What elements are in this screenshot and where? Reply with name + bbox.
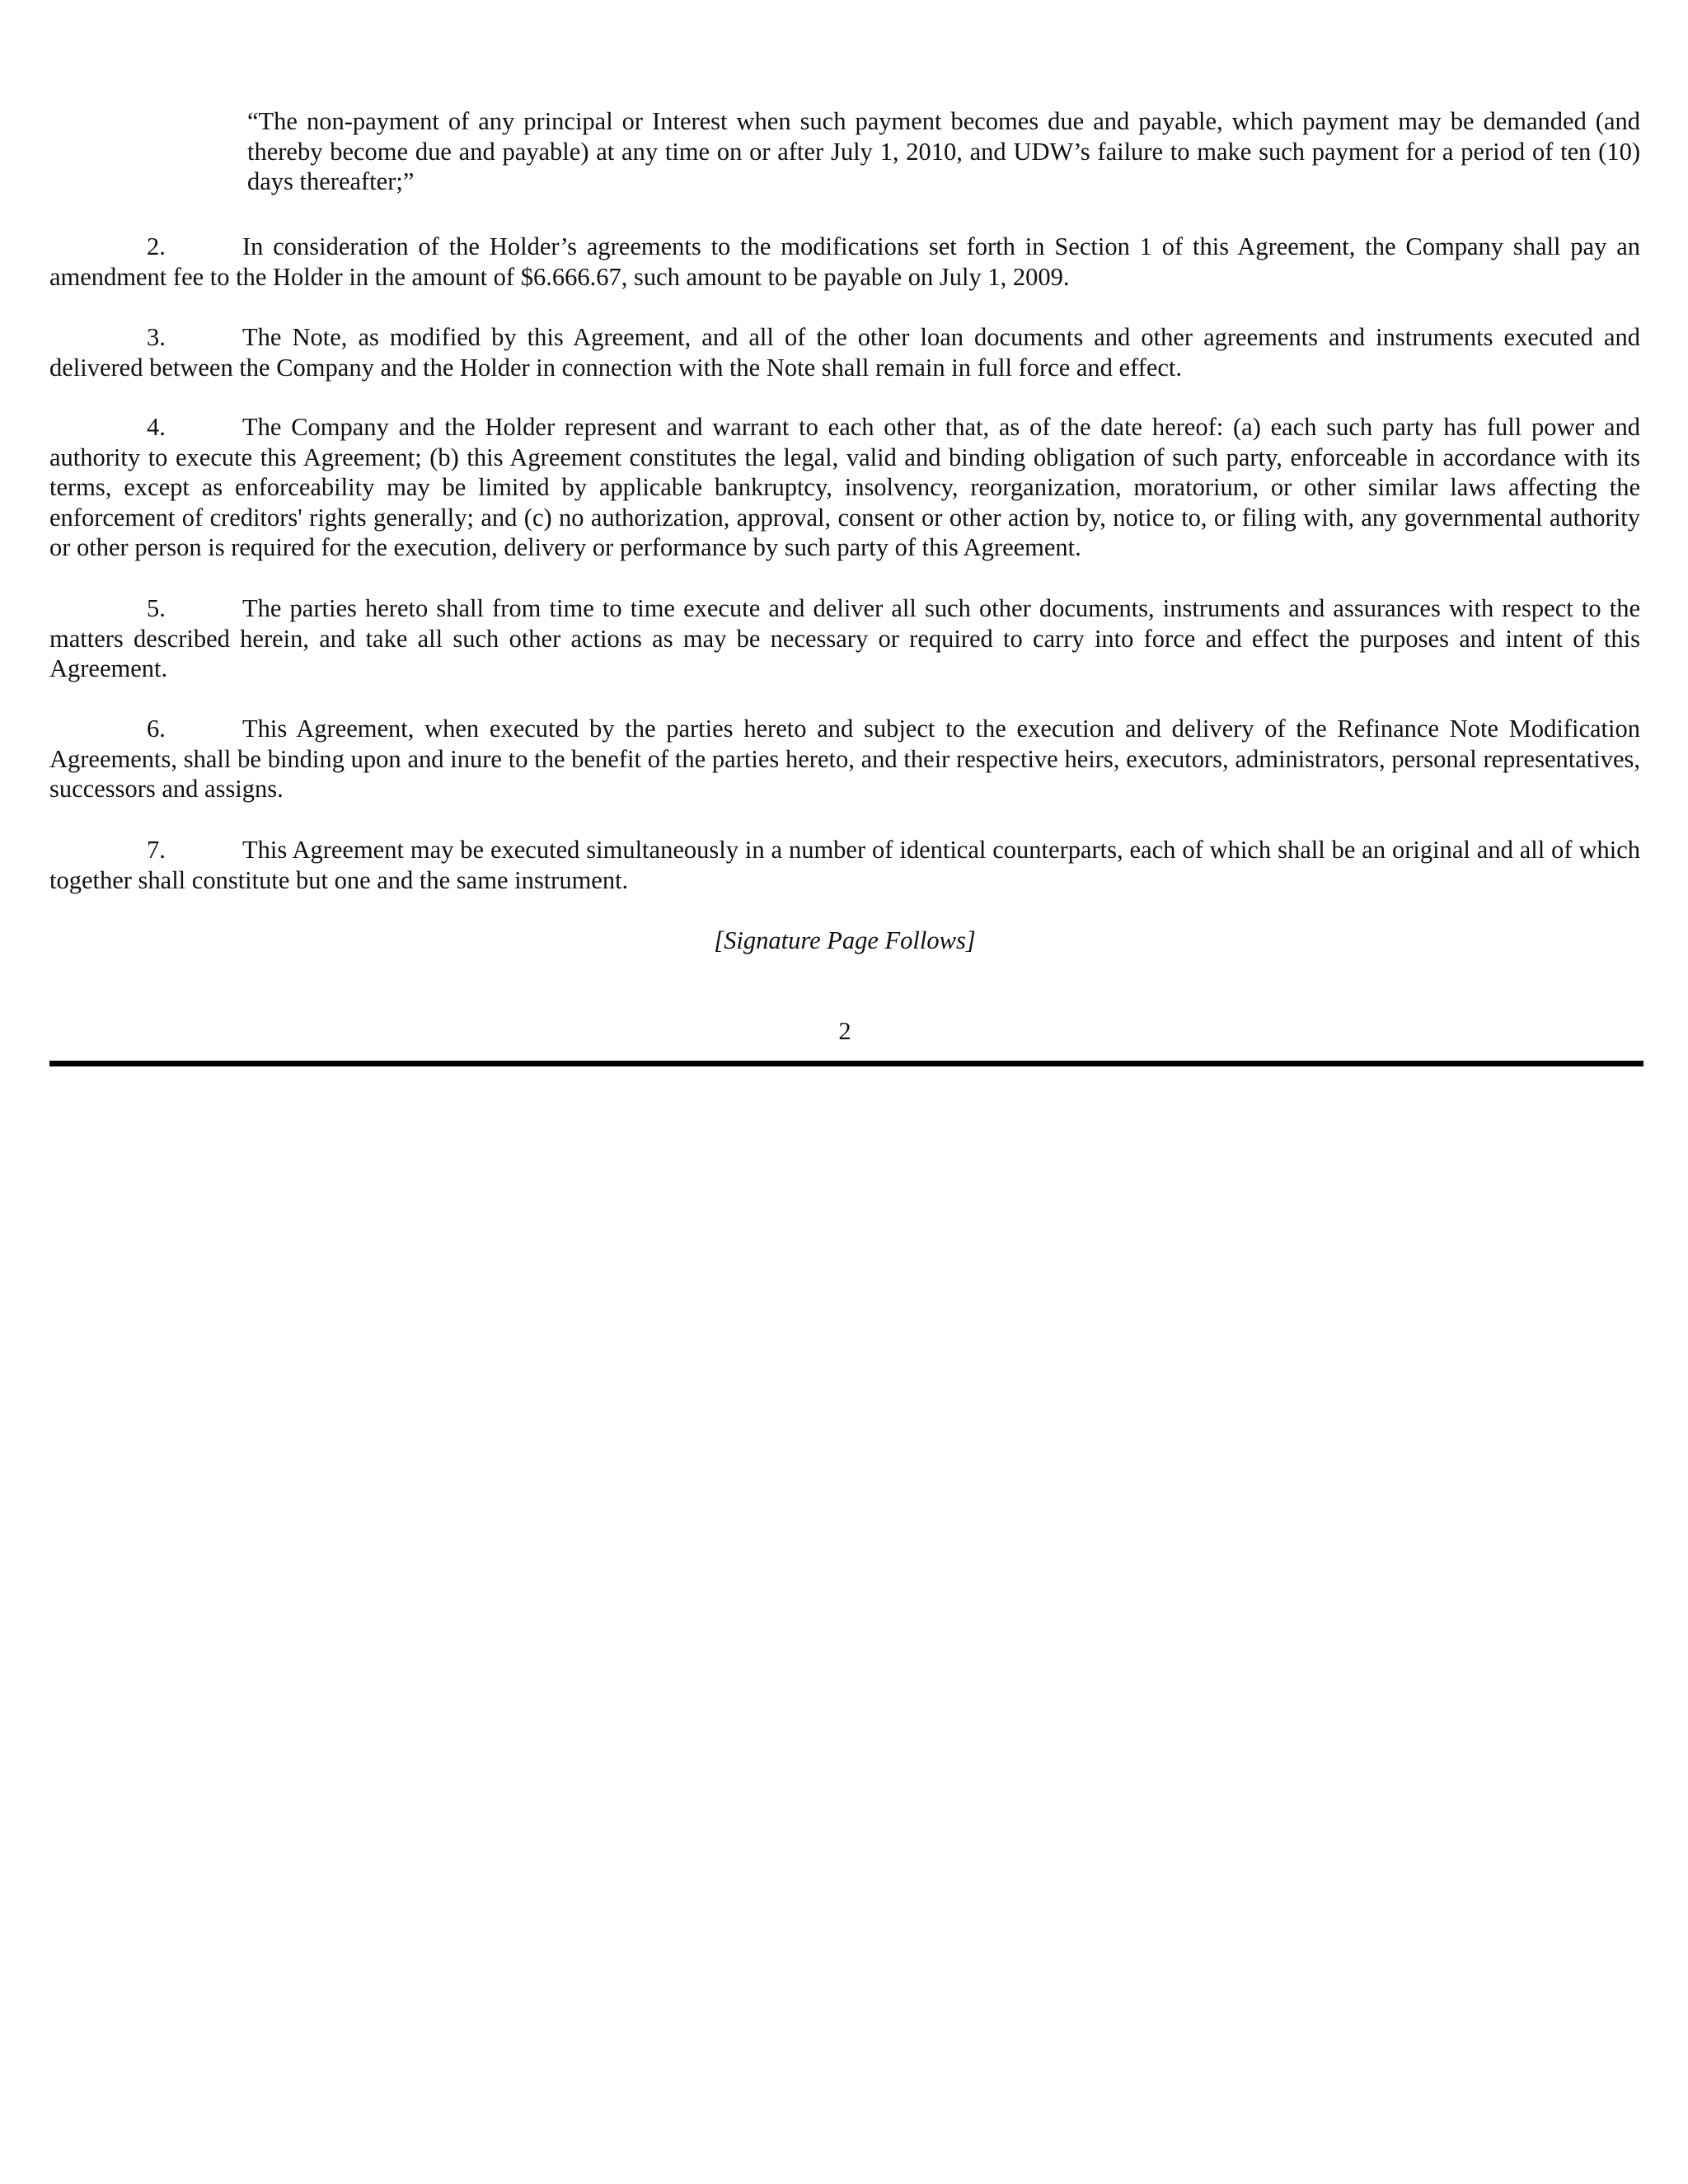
quoted-amendment-text: “The non-payment of any principal or Interest when such payment becomes due and payable, which payment may be demanded (and thereby become due and payable) at any time on or after July 1, 2010, and UDW’s failure to make such payment for a period of ten (10) days thereafter;” [247, 107, 1640, 196]
signature-page-note: [Signature Page Follows] [714, 926, 976, 954]
section-number: 5. [147, 594, 166, 622]
section-text: The Note, as modified by this Agreement, and all of the other loan documents and other agreements and instruments executed and delivered between the Company and the Holder in connection with the Note shall remain in full force and effect. [49, 323, 1640, 382]
section-number: 7. [147, 836, 166, 864]
section-7-paragraph [49, 835, 1640, 895]
section-3-paragraph [49, 322, 1640, 382]
section-5-paragraph [49, 593, 1640, 684]
section-text: The Company and the Holder represent and warrant to each other that, as of the date hereof: (a) each such party has full power and authority to execute this Agreement; (b) this Agreement constitutes the legal, valid and binding obligation of such party, enforceable in accordance with its terms, except as enforceability may be limited by applicable bankruptcy, insolvency, reorganization, moratorium, or other similar laws affecting the enforcement of creditors' rights generally; and (c) no authorization, approval, consent or other action by, notice to, or filing with, any governmental authority or other person is required for the execution, delivery or performance by such party of this Agreement. [49, 413, 1640, 562]
section-text: This Agreement, when executed by the parties hereto and subject to the execution and delivery of the Refinance Note Modification Agreements, shall be binding upon and inure to the benefit of the parties hereto, and their respective heirs, executors, administrators, personal representatives, successors and assigns. [49, 715, 1640, 804]
section-number: 6. [147, 715, 166, 743]
section-number: 2. [147, 232, 166, 260]
section-number: 4. [147, 413, 166, 441]
section-text: This Agreement may be executed simultaneously in a number of identical counterparts, each of which shall be an original and all of which together shall constitute but one and the same instrument. [49, 836, 1640, 894]
section-6-paragraph [49, 714, 1640, 804]
page-footer-rule [49, 1061, 1643, 1066]
section-text: The parties hereto shall from time to time execute and deliver all such other documents, instruments and assurances with respect to the matters described herein, and take all such other actions as may be necessary or required to carry into force and effect the purposes and intent of this Agreement. [49, 594, 1640, 683]
section-text: In consideration of the Holder’s agreements to the modifications set forth in Section 1 of this Agreement, the Company shall pay an amendment fee to the Holder in the amount of $6.666.67, such amount to be payable on July 1, 2009. [49, 232, 1640, 291]
page-number: 2 [838, 1017, 851, 1045]
section-2-paragraph [49, 232, 1640, 292]
section-4-paragraph [49, 412, 1640, 563]
section-number: 3. [147, 323, 166, 351]
